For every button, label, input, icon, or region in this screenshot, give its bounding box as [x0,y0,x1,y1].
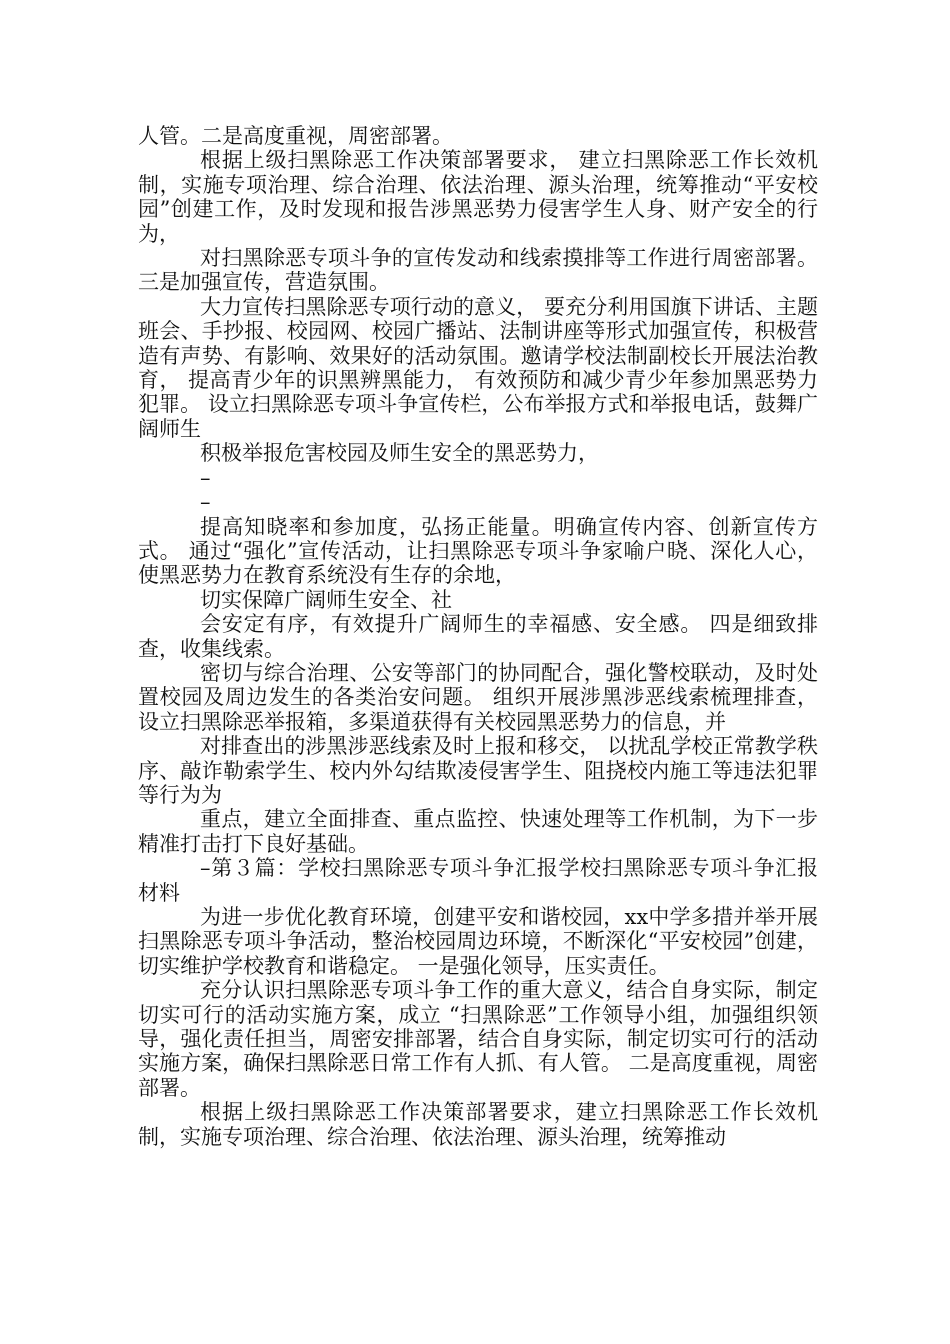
paragraph: 根据上级扫黑除恶工作决策部署要求，建立扫黑除恶工作长效机制，实施专项治理、综合治理、依法治理、源头治理，统筹推动 [138,1100,818,1149]
paragraph: 会安定有序，有效提升广阔师生的幸福感、安全感。 四是细致排查，收集线索。 [138,612,818,661]
dash-line: – [200,465,211,490]
document-body [138,124,818,1149]
paragraph: 切实保障广阔师生安全、社 [200,587,452,612]
dash-line: – [200,490,211,515]
section-heading: –第３篇：学校扫黑除恶专项斗争汇报学校扫黑除恶专项斗争汇报材料 [138,856,818,905]
paragraph: 大力宣传扫黑除恶专项行动的意义， 要充分利用国旗下讲话、主题班会、手抄报、校园网、校园广播站、法制讲座等形式加强宣传，积极营造有声势、有影响、效果好的活动氛围。邀请学校法制副校长开展法治教育， 提高青少年的识黑辨黑能力， 有效预防和减少青少年参加黑恶势力犯罪。 设立扫黑除恶专项斗争宣传栏，公布举报方式和举报电话，鼓舞广阔师生 [138,294,818,441]
paragraph: 重点，建立全面排查、重点监控、快速处理等工作机制，为下一步精准打击打下良好基础。 [138,807,818,856]
paragraph: 对扫黑除恶专项斗争的宣传发动和线索摸排等工作进行周密部署。 三是加强宣传，营造氛围。 [138,246,818,295]
paragraph: 充分认识扫黑除恶专项斗争工作的重大意义，结合自身实际，制定切实可行的活动实施方案，成立 “扫黑除恶”工作领导小组，加强组织领导，强化责任担当，周密安排部署，结合自身实际，制定切实可行的活动实施方案，确保扫黑除恶日常工作有人抓、有人管。 二是高度重视，周密部署。 [138,978,818,1100]
paragraph: 为进一步优化教育环境，创建平安和谐校园，xx中学多措并举开展扫黑除恶专项斗争活动，整治校园周边环境，不断深化“平安校园”创建，切实维护学校教育和谐稳定。 一是强化领导，压实责任。 [138,905,818,978]
paragraph: 根据上级扫黑除恶工作决策部署要求， 建立扫黑除恶工作长效机制，实施专项治理、综合治理、依法治理、源头治理，统筹推动“平安校园”创建工作，及时发现和报告涉黑恶势力侵害学生人身、财产安全的行为， [138,148,818,246]
paragraph: 积极举报危害校园及师生安全的黑恶势力， [200,441,599,466]
paragraph: 对排查出的涉黑涉恶线索及时上报和移交， 以扰乱学校正常教学秩序、敲诈勒索学生、校内外勾结欺凌侵害学生、阻挠校内施工等违法犯罪等行为为 [138,734,818,807]
paragraph: 提高知晓率和参加度，弘扬正能量。明确宣传内容、创新宣传方式。 通过“强化”宣传活动，让扫黑除恶专项斗争家喻户晓、深化人心， 使黑恶势力在教育系统没有生存的余地， [138,514,818,588]
paragraph: 人管。二是高度重视，周密部署。 [138,124,453,148]
paragraph: 密切与综合治理、公安等部门的协同配合，强化警校联动，及时处置校园及周边发生的各类治安问题。 组织开展涉黑涉恶线索梳理排查， 设立扫黑除恶举报箱，多渠道获得有关校园黑恶势力的信息，并 [138,660,818,734]
